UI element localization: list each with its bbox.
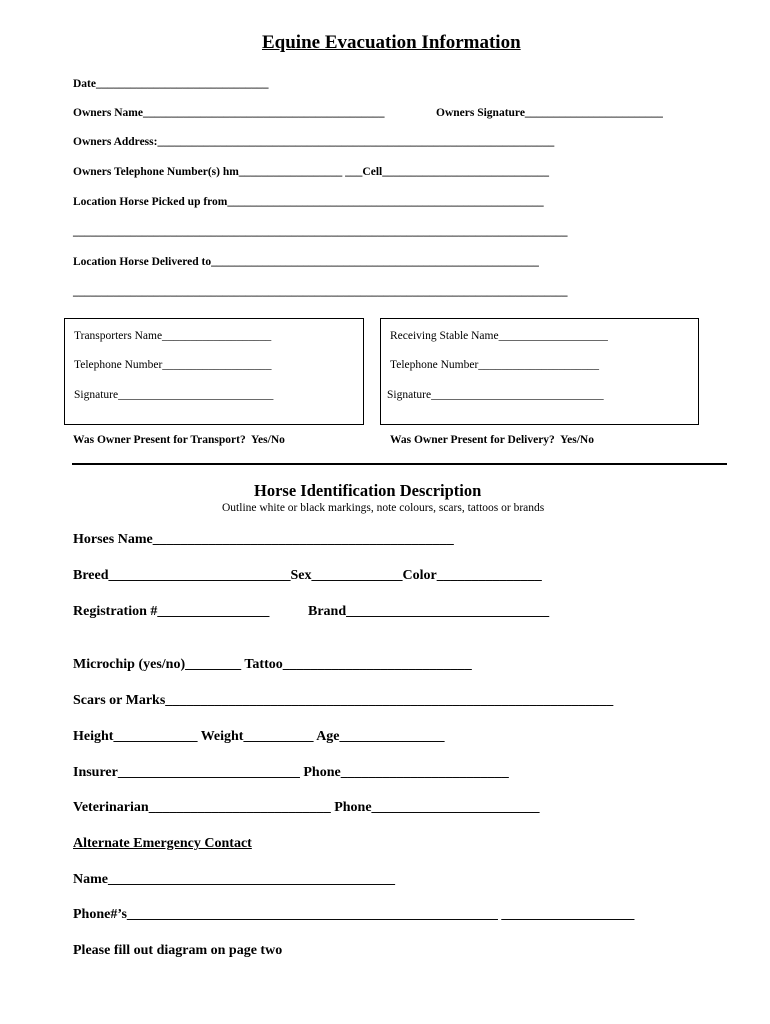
receiving-signature-field[interactable]: Signature______________________________ [387,389,604,401]
insurer-phone-field[interactable]: Insurer__________________________ Phone________________________ [73,765,509,780]
owners-address-field[interactable]: Owners Address:_____________________________________________________________________ [73,136,555,148]
transporter-phone-field[interactable]: Telephone Number___________________ [74,359,272,371]
delivered-location-line2[interactable]: ______________________________________________________________________________________ [73,286,568,298]
breed-sex-color-field[interactable]: Breed__________________________Sex_____________Color_______________ [73,568,542,583]
owners-signature-field[interactable]: Owners Signature________________________ [436,107,663,119]
veterinarian-phone-field[interactable]: Veterinarian__________________________ Phone________________________ [73,800,540,815]
transporter-signature-field[interactable]: Signature___________________________ [74,389,274,401]
alternate-contact-name-field[interactable]: Name_________________________________________ [73,872,395,887]
horse-id-subheading: Outline white or black markings, note colours, scars, tattoos or brands [222,502,545,514]
date-field[interactable]: Date______________________________ [73,78,269,90]
diagram-note: Please fill out diagram on page two [73,943,283,958]
alternate-contact-phone-field[interactable]: Phone#’s_____________________________________________________ ___________________ [73,907,635,922]
section-divider [72,463,727,465]
alternate-contact-heading: Alternate Emergency Contact [73,836,252,851]
owners-name-field[interactable]: Owners Name__________________________________________ [73,107,385,119]
delivered-location-field[interactable]: Location Horse Delivered to_________________________________________________________ [73,256,539,268]
owners-phone-field[interactable]: Owners Telephone Number(s) hm__________________ ___Cell_____________________________ [73,166,549,178]
transporter-name-field[interactable]: Transporters Name___________________ [74,330,272,342]
horse-id-heading: Horse Identification Description [254,481,482,500]
microchip-tattoo-field[interactable]: Microchip (yes/no)________ Tattoo___________________________ [73,657,472,672]
picked-up-location-line2[interactable]: ______________________________________________________________________________________ [73,226,568,238]
owner-present-transport[interactable]: Was Owner Present for Transport? Yes/No [73,434,285,446]
receiving-stable-name-field[interactable]: Receiving Stable Name___________________ [390,330,608,342]
owner-present-delivery[interactable]: Was Owner Present for Delivery? Yes/No [390,434,594,446]
horses-name-field[interactable]: Horses Name___________________________________________ [73,532,454,547]
receiving-phone-field[interactable]: Telephone Number_____________________ [390,359,600,371]
registration-field[interactable]: Registration #________________ [73,604,270,619]
scars-marks-field[interactable]: Scars or Marks________________________________________________________________ [73,693,614,708]
brand-field[interactable]: Brand_____________________________ [308,604,550,619]
height-weight-age-field[interactable]: Height____________ Weight__________ Age_______________ [73,729,445,744]
page-title: Equine Evacuation Information [262,32,521,53]
picked-up-location-field[interactable]: Location Horse Picked up from_______________________________________________________ [73,196,544,208]
